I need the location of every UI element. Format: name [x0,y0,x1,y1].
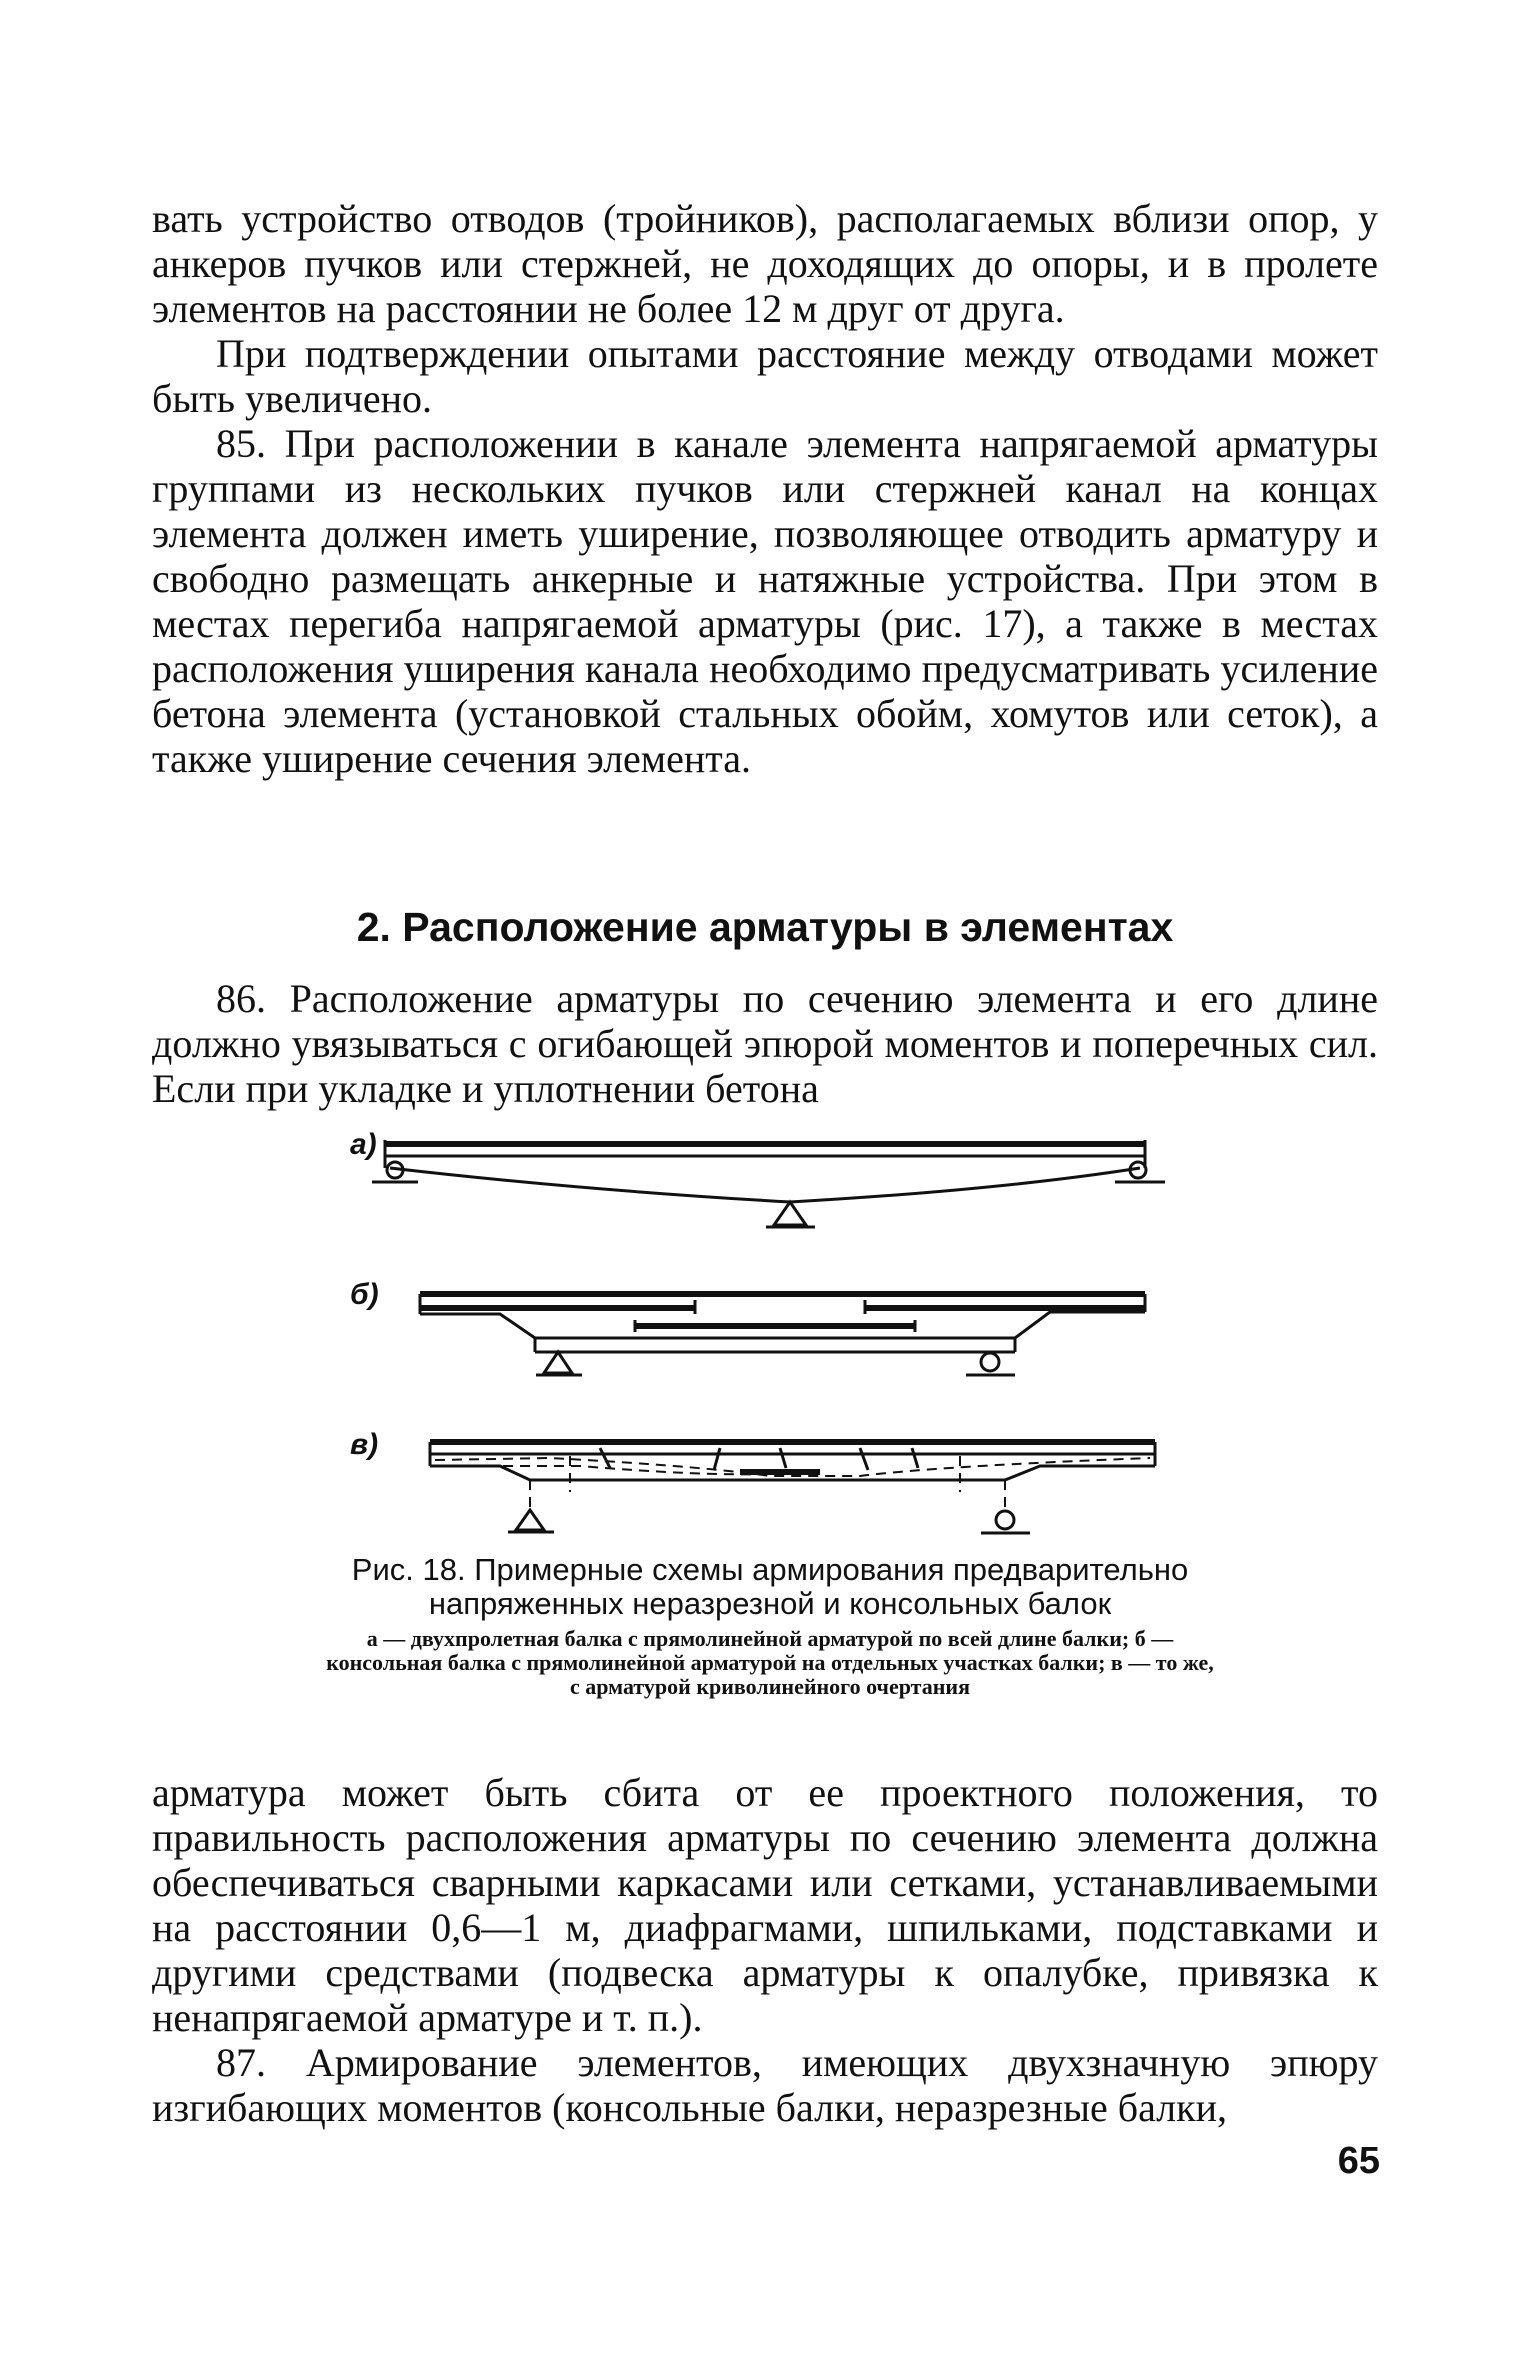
support-b-left [536,1352,582,1375]
support-c-right [981,1511,1030,1533]
paragraph-86: 86. Расположение арматуры по сечению элемента и его длине должно увязываться с огибающей эпюрой моментов и поперечных сил. Если при укладке и уплотнении бетона [152,976,1378,1111]
paragraph-note: При подтверждении опытами расстояние между отводами может быть увеличено. [152,331,1378,421]
support-a-left [372,1162,418,1182]
section-heading: 2. Расположение арматуры в элементах [356,904,1174,950]
support-a-middle [766,1202,815,1227]
figure-label-c: в) [350,1428,379,1461]
figure-18 [300,1130,1200,1550]
beam-diagrams [300,1130,1200,1550]
paragraph-86-continuation: арматура может быть сбита от ее проектного положения, то правильность расположения арматуры по сечению элемента должна обеспечиваться сварными каркасами или сетками, устанавливаемыми на расстоянии 0,6—1 м, диафрагмами, шпильками, подставками и другими средствами (подвеска арматуры к опалубке, привязка к ненапрягаемой арматуре и т. п.). [152,1770,1378,2040]
figure-caption-title: Рис. 18. Примерные схемы армирования предварительно напряженных неразрезной и консольных балок [351,1552,1189,1621]
figure-label-b: б) [350,1278,379,1311]
figure-caption [320,1553,1220,1699]
paragraph-87: 87. Армирование элементов, имеющих двухзначную эпюру изгибающих моментов (консольные балки, неразрезные балки, [152,2040,1378,2130]
figure-label-a: а) [350,1128,377,1161]
paragraph-85: 85. При расположении в канале элемента напрягаемой арматуры группами из нескольких пучков или стержней канал на концах элемента должен иметь уширение, позволяющее отводить арматуру и свободно размещать анкерные и натяжные устройства. При этом в местах перегиба напрягаемой арматуры (рис. 17), а также в местах расположения уширения канала необходимо предусматривать усиление бетона элемента (установкой стальных обойм, хомутов или сеток), а также уширение сечения элемента. [152,421,1378,781]
beam-c [430,1442,1155,1510]
paragraph-continuation: вать устройство отводов (тройников), располагаемых вблизи опор, у анкеров пучков или стержней, не доходящих до опоры, и в пролете элементов на расстоянии не более 12 м друг от друга. [152,196,1378,331]
support-c-left [508,1510,554,1532]
text-block-top [152,196,1378,781]
text-block-bottom [152,1770,1378,2130]
page-number: 65 [1337,2140,1380,2182]
text-block-86 [152,976,1378,1111]
beam-b [420,1294,1145,1352]
figure-caption-description: а — двухпролетная балка с прямолинейной арматурой по всей длине балки; б — консольная балка с прямолинейной арматурой на отдельных участках балки; в — то же, с арматурой криволинейного очертания [326,1626,1214,1699]
beam-a [385,1140,1145,1202]
support-b-right [966,1353,1015,1375]
